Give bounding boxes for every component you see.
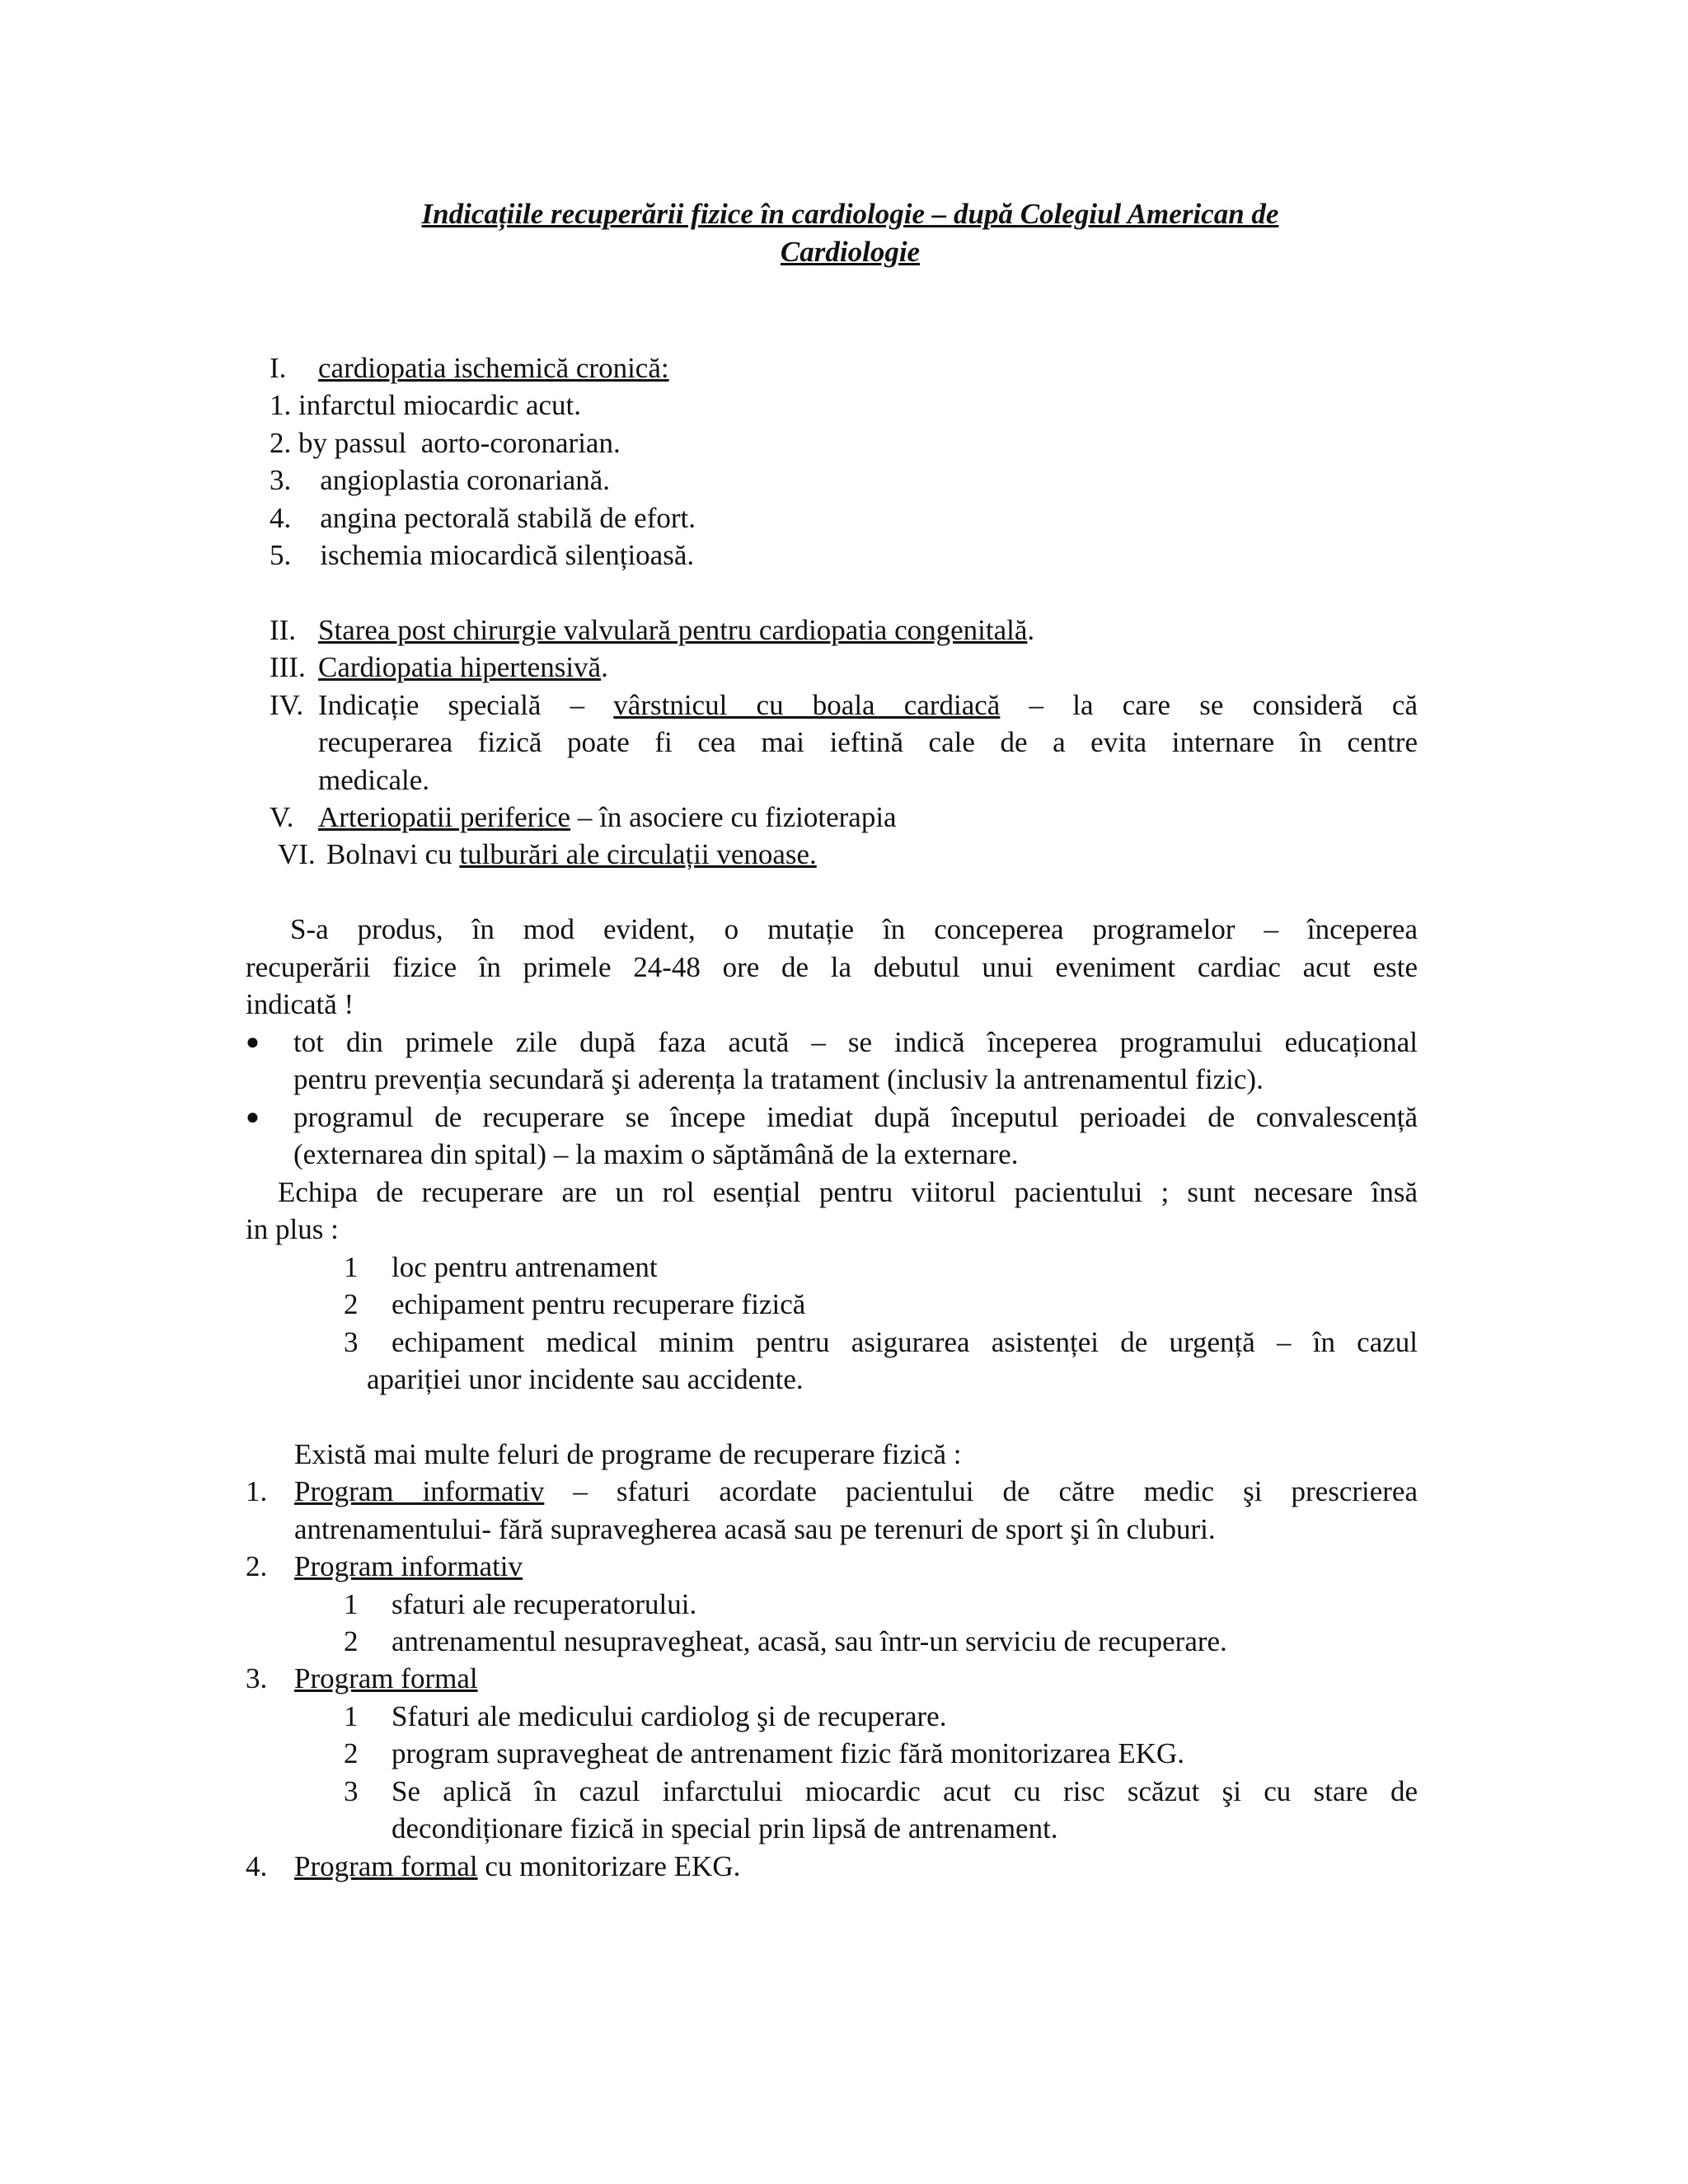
list-number: 2 (344, 1737, 359, 1769)
section-heading: cardiopatia ischemică cronică: (318, 352, 669, 384)
section-text: Arteriopatii periferice – în asociere cu fizioterapia (318, 801, 897, 833)
program-name: Program formal (294, 1662, 478, 1694)
list-number: 3 (344, 1326, 359, 1358)
list-number: 1 (344, 1251, 359, 1283)
list-item: program supravegheat de antrenament fizic fără monitorizarea EKG. (392, 1737, 1185, 1769)
section-heading: Cardiopatia hipertensivă (318, 651, 602, 683)
list-item: 4. angina pectorală stabilă de efort. (270, 502, 696, 534)
title-line-1: Indicațiile recuperării fizice în cardiologie – după Colegiul American de (421, 198, 1279, 230)
section-text-cont: medicale. (318, 764, 430, 796)
list-number: 4. (246, 1850, 268, 1882)
list-item: programul de recuperare se începe imediat după începutul perioadei de convalescență (293, 1101, 1418, 1133)
list-number: 3. (246, 1662, 268, 1694)
paragraph-line: Echipa de recuperare are un rol esențial pentru viitorul pacientului ; sunt necesare însă (278, 1176, 1418, 1208)
list-item: 3. angioplastia coronariană. (270, 464, 611, 496)
list-item-cont: pentru prevenția secundară şi aderența la tratament (inclusiv la antrenamentul fizic). (293, 1063, 1264, 1095)
section-text-cont: recuperarea fizică poate fi cea mai ieftină cale de a evita internare în centre (318, 726, 1418, 758)
section-text: Indicație specială – vârstnicul cu boala cardiacă – la care se consideră că (318, 689, 1418, 721)
program-item: Program formal cu monitorizare EKG. (294, 1850, 741, 1882)
list-item: Sfaturi ale medicului cardiolog şi de recuperare. (392, 1700, 947, 1732)
program-name: Program informativ (294, 1550, 523, 1582)
list-item: 2. by passul aorto-coronarian. (270, 427, 621, 459)
section-heading: Arteriopatii periferice (318, 801, 571, 833)
section-numeral: I. (270, 352, 287, 384)
section-text: Bolnavi cu tulburări ale circulații venoase. (326, 838, 817, 870)
program-name: Program formal (294, 1850, 478, 1882)
list-item: echipament pentru recuperare fizică (392, 1288, 806, 1320)
section-numeral: IV. (270, 689, 304, 721)
section-heading: tulburări ale circulații venoase. (459, 838, 817, 870)
programs-intro: Există mai multe feluri de programe de recuperare fizică : (294, 1438, 962, 1470)
list-item: Se aplică în cazul infarctului miocardic acut cu risc scăzut şi cu stare de (392, 1775, 1418, 1807)
list-item-cont: apariției unor incidente sau accidente. (367, 1363, 804, 1395)
list-item-cont: decondiționare fizică in special prin lipsă de antrenament. (392, 1812, 1058, 1844)
paragraph-line: indicată ! (246, 988, 354, 1020)
bullet-icon: ● (246, 1029, 260, 1055)
section-heading: vârstnicul cu boala cardiacă (613, 689, 1001, 721)
list-number: 1. (246, 1475, 268, 1507)
list-number: 1 (344, 1700, 359, 1732)
bullet-icon: ● (246, 1104, 260, 1130)
program-name: Program informativ (294, 1475, 545, 1507)
section-numeral: III. (270, 651, 306, 683)
list-item: 1. infarctul miocardic acut. (270, 389, 582, 421)
list-item: tot din primele zile după faza acută – se indică începerea programului educațional (293, 1026, 1418, 1058)
paragraph-line: in plus : (246, 1213, 339, 1245)
paragraph-line: recuperării fizice în primele 24-48 ore de la debutul unui eveniment cardiac acut este (246, 951, 1418, 983)
title-line-2: Cardiologie (780, 236, 921, 268)
section-heading: Starea post chirurgie valvulară pentru cardiopatia congenitală (318, 614, 1028, 646)
section-text: Cardiopatia hipertensivă. (318, 651, 608, 683)
paragraph-line: S-a produs, în mod evident, o mutație în conceperea programelor – începerea (290, 913, 1418, 945)
program-item: Program informativ – sfaturi acordate pacientului de către medic şi prescrierea (294, 1475, 1418, 1507)
list-item-cont: (externarea din spital) – la maxim o săptămână de la externare. (293, 1138, 1019, 1170)
program-item-cont: antrenamentului- fără supravegherea acasă sau pe terenuri de sport şi în cluburi. (294, 1513, 1216, 1545)
section-text: Starea post chirurgie valvulară pentru cardiopatia congenitală. (318, 614, 1035, 646)
list-number: 2 (344, 1288, 359, 1320)
list-number: 2 (344, 1625, 359, 1657)
section-numeral: II. (270, 614, 297, 646)
section-numeral: V. (270, 801, 294, 833)
list-number: 1 (344, 1588, 359, 1620)
page-title (0, 195, 1688, 271)
list-item: loc pentru antrenament (392, 1251, 658, 1283)
list-item: antrenamentul nesupravegheat, acasă, sau într-un serviciu de recuperare. (392, 1625, 1227, 1657)
list-item: echipament medical minim pentru asigurarea asistenței de urgență – în cazul (392, 1326, 1418, 1358)
section-numeral: VI. (278, 838, 316, 870)
list-number: 2. (246, 1550, 268, 1582)
list-item: sfaturi ale recuperatorului. (392, 1588, 697, 1620)
list-item: 5. ischemia miocardică silențioasă. (270, 539, 695, 571)
list-number: 3 (344, 1775, 359, 1807)
